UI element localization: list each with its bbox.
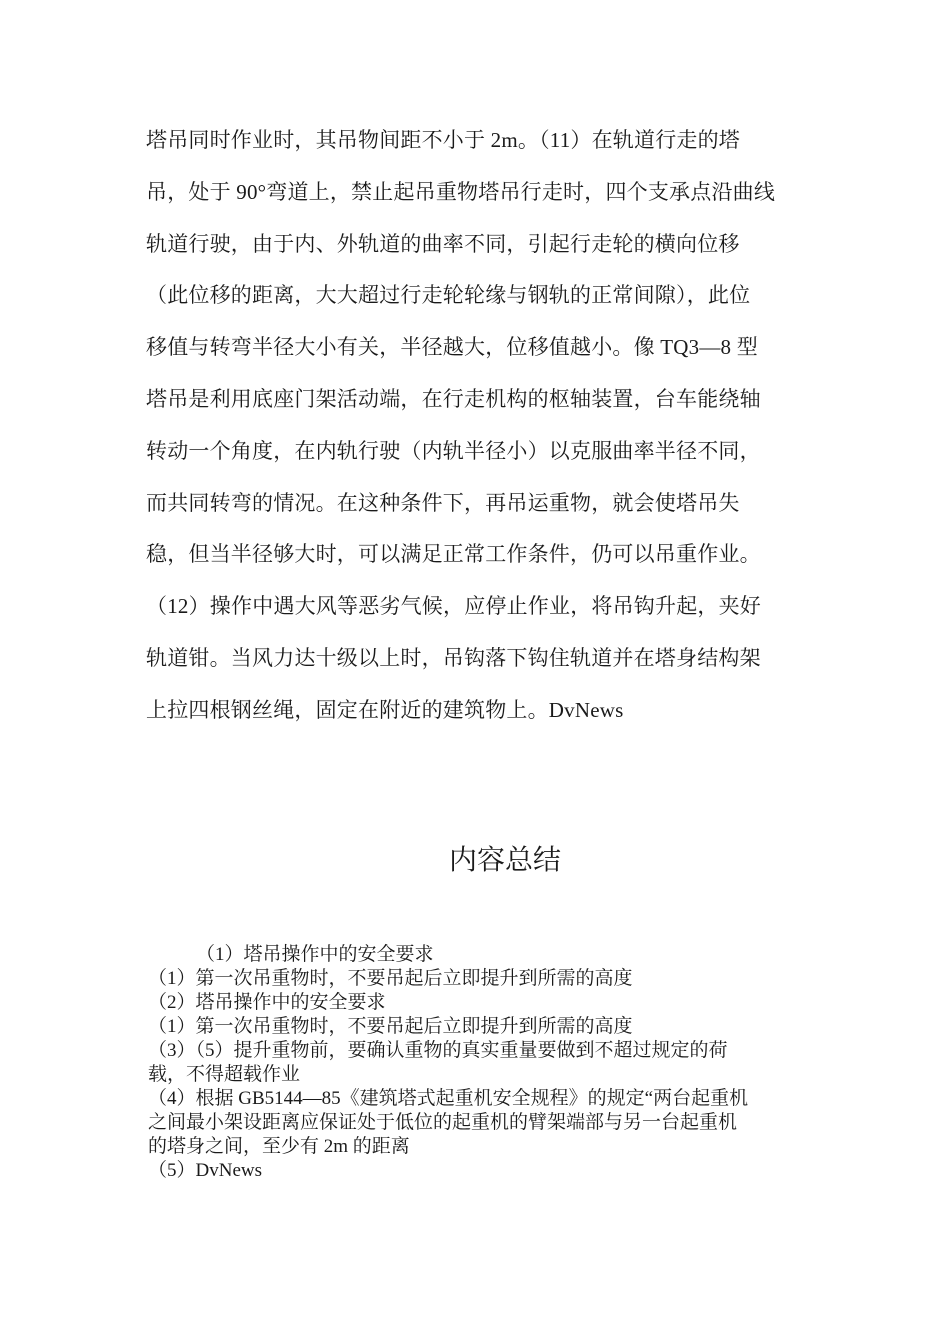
body-line: 吊，处于 90°弯道上，禁止起吊重物塔吊行走时，四个支承点沿曲线 — [146, 179, 776, 204]
summary-item: 载，不得超载作业 — [148, 1064, 301, 1085]
summary-item: （4）根据 GB5144—85《建筑塔式起重机安全规程》的规定“两台起重机 — [148, 1088, 749, 1109]
body-line: 轨道行驶，由于内、外轨道的曲率不同，引起行走轮的横向位移 — [146, 231, 740, 256]
summary-item: 之间最小架设距离应保证处于低位的起重机的臂架端部与另一台起重机 — [148, 1112, 738, 1133]
body-line: （12）操作中遇大风等恶劣气候，应停止作业，将吊钩升起，夹好 — [146, 594, 761, 619]
body-line: （此位移的距离，大大超过行走轮轮缘与钢轨的正常间隙），此位 — [146, 283, 751, 308]
body-line: 塔吊同时作业时，其吊物间距不小于 2m。（11）在轨道行走的塔 — [146, 128, 741, 152]
summary-item: （3）（5）提升重物前，要确认重物的真实重量要做到不超过规定的荷 — [148, 1040, 728, 1061]
summary-list — [148, 943, 808, 1183]
summary-item: （5）DvNews — [148, 1160, 262, 1181]
body-paragraph — [146, 115, 818, 737]
summary-heading: 内容总结 — [448, 843, 561, 876]
summary-item: 的塔身之间，至少有 2m 的距离 — [148, 1136, 410, 1157]
body-line: 转动一个角度，在内轨行驶（内轨半径小）以克服曲率半径不同， — [146, 438, 761, 463]
body-line: 稳，但当半径够大时，可以满足正常工作条件，仍可以吊重作业。 — [146, 542, 761, 567]
summary-item: （1）第一次吊重物时，不要吊起后立即提升到所需的高度 — [148, 1016, 633, 1037]
summary-item: （1）第一次吊重物时，不要吊起后立即提升到所需的高度 — [148, 968, 633, 989]
body-line: 上拉四根钢丝绳，固定在附近的建筑物上。DvNews — [146, 697, 624, 722]
summary-item: （2）塔吊操作中的安全要求 — [148, 992, 386, 1013]
body-line: 移值与转弯半径大小有关，半径越大，位移值越小。像 TQ3—8 型 — [146, 335, 758, 360]
summary-item: （1）塔吊操作中的安全要求 — [196, 944, 434, 965]
body-line: 塔吊是利用底座门架活动端，在行走机构的枢轴装置，台车能绕轴 — [146, 386, 761, 411]
body-line: 轨道钳。当风力达十级以上时，吊钩落下钩住轨道并在塔身结构架 — [146, 645, 761, 670]
body-line: 而共同转弯的情况。在这种条件下，再吊运重物，就会使塔吊失 — [146, 490, 740, 515]
